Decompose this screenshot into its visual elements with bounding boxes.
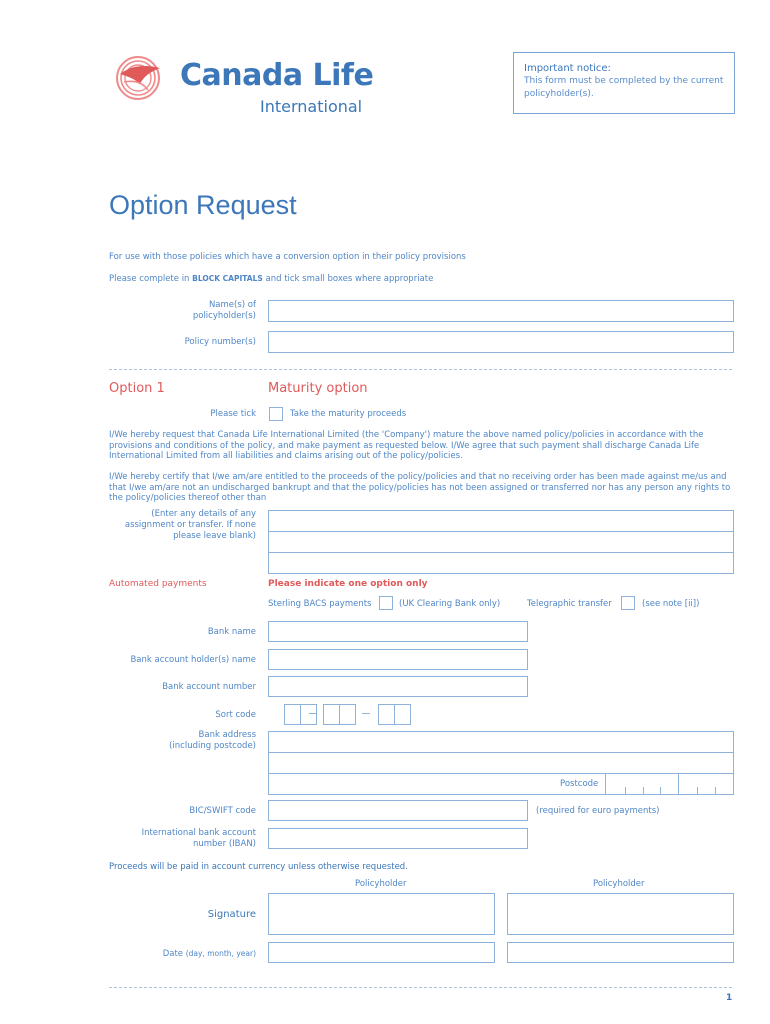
- request-paragraph: I/We hereby request that Canada Life International Limited (the 'Company') mature the above named policy/policies in accordance with the provisions and conditions of the policy, and make payment as requested below. I/We agree that such payment shall discharge Canada Life International Limited from all liabilities and claims arising out of the policy/policies.: [109, 430, 704, 461]
- automated-payments-heading: Automated payments: [109, 579, 207, 589]
- signature-field-2[interactable]: [507, 893, 734, 935]
- block-capitals: BLOCK CAPITALS: [192, 274, 263, 283]
- telegraphic-checkbox[interactable]: [621, 596, 635, 610]
- logo-brand: Canada Life: [180, 58, 374, 93]
- bank-name-field[interactable]: [268, 621, 528, 642]
- date-label: Date (day, month, year): [162, 949, 256, 959]
- bacs-checkbox[interactable]: [379, 596, 393, 610]
- footer-divider: [109, 987, 734, 988]
- assignment-details-label: (Enter any details of any assignment or transfer. If none please leave blank): [124, 509, 256, 541]
- iban-field[interactable]: [268, 828, 528, 849]
- divider: [109, 369, 734, 370]
- policy-number-label: Policy number(s): [184, 337, 256, 347]
- assignment-field-1[interactable]: [268, 510, 734, 532]
- payment-instruction: Please indicate one option only: [268, 579, 428, 589]
- bic-label: BIC/SWIFT code: [189, 806, 256, 816]
- signature-label: Signature: [207, 909, 256, 920]
- canada-life-emblem-icon: [114, 52, 172, 106]
- sort-code-label: Sort code: [215, 710, 256, 720]
- iban-label: International bank account number (IBAN): [141, 828, 256, 849]
- sort-code-dash-1: [309, 713, 317, 714]
- logo: [114, 52, 374, 116]
- please-tick-label: Please tick: [210, 409, 256, 419]
- sort-code-1b[interactable]: [300, 704, 317, 725]
- names-field[interactable]: [268, 300, 734, 322]
- sort-code-2b[interactable]: [339, 704, 356, 725]
- account-number-label: Bank account number: [162, 682, 256, 692]
- notice-body: This form must be completed by the current policyholder(s).: [524, 76, 724, 99]
- account-holder-field[interactable]: [268, 649, 528, 670]
- bacs-label: Sterling BACS payments: [268, 599, 372, 609]
- signature-field-1[interactable]: [268, 893, 495, 935]
- page-number: 1: [726, 993, 733, 1003]
- bank-address-label: Bank address (including postcode): [169, 730, 256, 751]
- notice-title: Important notice:: [524, 63, 611, 74]
- postcode-label: Postcode: [560, 779, 599, 789]
- bic-note: (required for euro payments): [536, 806, 660, 816]
- important-notice: [513, 52, 735, 114]
- policyholder-1-label: Policyholder: [355, 879, 407, 889]
- maturity-checkbox[interactable]: [269, 407, 283, 421]
- sort-code-dash-2: [362, 713, 370, 714]
- maturity-option-heading: Maturity option: [268, 381, 368, 396]
- date-field-1[interactable]: [268, 942, 495, 963]
- bacs-note: (UK Clearing Bank only): [399, 599, 501, 609]
- account-holder-label: Bank account holder(s) name: [130, 655, 256, 665]
- names-label: Name(s) of policyholder(s): [192, 300, 256, 321]
- telegraphic-label: Telegraphic transfer: [527, 599, 612, 609]
- postcode-cells[interactable]: [605, 773, 734, 795]
- bank-name-label: Bank name: [207, 627, 256, 637]
- date-field-2[interactable]: [507, 942, 734, 963]
- assignment-field-2[interactable]: [268, 531, 734, 553]
- assignment-field-3[interactable]: [268, 552, 734, 574]
- logo-sub: International: [260, 97, 363, 116]
- bank-address-field-2[interactable]: [268, 752, 734, 774]
- intro-line-2: Please complete in BLOCK CAPITALS and tick small boxes where appropriate: [109, 274, 434, 284]
- sort-code-2a[interactable]: [323, 704, 340, 725]
- currency-note: Proceeds will be paid in account currency unless otherwise requested.: [109, 862, 408, 872]
- policyholder-2-label: Policyholder: [593, 879, 645, 889]
- certify-paragraph: I/We hereby certify that I/we am/are entitled to the proceeds of the policy/policies and that no receiving order has been made against me/us and that I/we am/are not an undischarged bankrupt and that the policy/policies has not been assigned or transferred nor has any person any rights to the policy/policies thereof other than: [109, 472, 731, 503]
- account-number-field[interactable]: [268, 676, 528, 697]
- maturity-checkbox-label: Take the maturity proceeds: [290, 409, 407, 419]
- sort-code-3b[interactable]: [394, 704, 411, 725]
- sort-code-1a[interactable]: [284, 704, 301, 725]
- bic-field[interactable]: [268, 800, 528, 821]
- telegraphic-note: (see note [ii]): [642, 599, 700, 609]
- page-title: Option Request: [109, 190, 297, 220]
- intro-line-1: For use with those policies which have a conversion option in their policy provisions: [109, 252, 466, 262]
- policy-number-field[interactable]: [268, 331, 734, 353]
- bank-address-field-1[interactable]: [268, 731, 734, 753]
- option-1-label: Option 1: [109, 381, 165, 396]
- sort-code-3a[interactable]: [378, 704, 395, 725]
